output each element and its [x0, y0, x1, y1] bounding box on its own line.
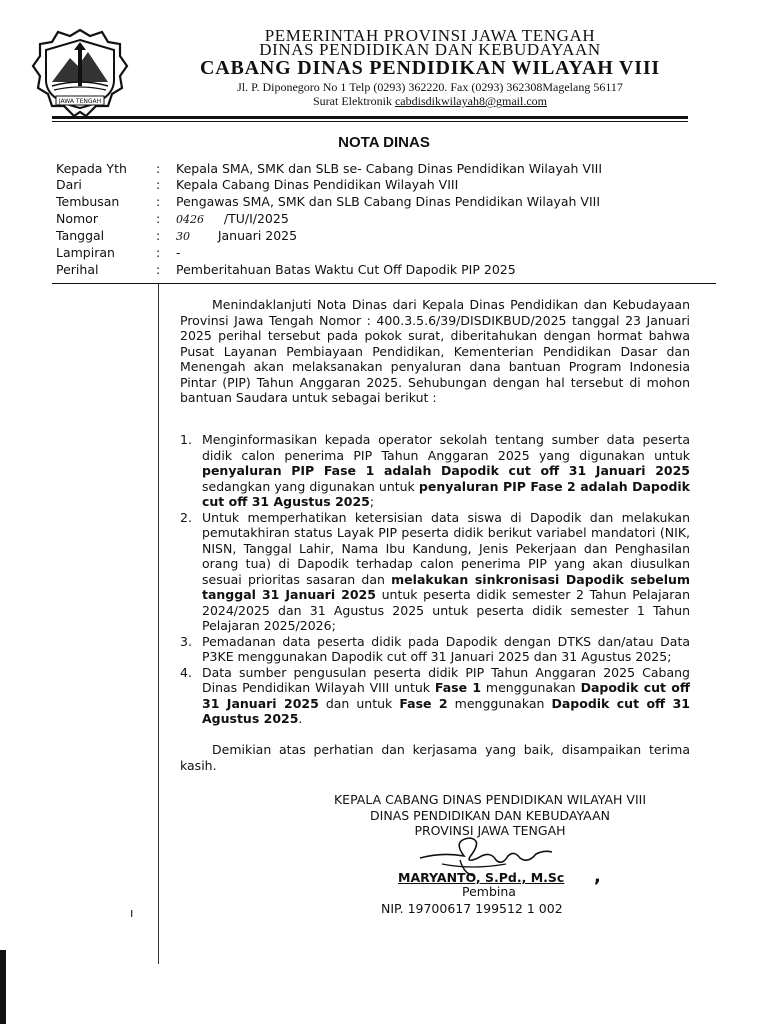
handwritten-date: 30: [176, 230, 190, 243]
list-item: [180, 665, 690, 727]
item-bold-text: penyaluran PIP Fase 1 adalah Dapodik cut off 31 Januari 2025: [202, 463, 690, 478]
letterhead-email-line: [140, 94, 720, 109]
list-number: 2.: [180, 509, 192, 525]
svg-text:JAWA TENGAH: JAWA TENGAH: [58, 98, 102, 105]
header-value: Kepala Cabang Dinas Pendidikan Wilayah VIII: [176, 177, 459, 192]
letterhead-rule-thin: [52, 121, 688, 122]
letterhead-rule-thick: [52, 116, 688, 119]
item-text: dan untuk: [318, 695, 400, 711]
item-bold-text: Fase 1: [434, 680, 482, 695]
closing-paragraph: [180, 742, 690, 773]
header-label: Nomor: [56, 211, 98, 226]
signatory-title-3: PROVINSI JAWA TENGAH: [414, 823, 566, 838]
instruction-list: [180, 432, 690, 727]
header-colon: :: [156, 211, 161, 226]
item-text: menggunakan: [447, 695, 552, 711]
closing-text: Demikian atas perhatian dan kerjasama yang baik, disampaikan terima kasih.: [180, 742, 690, 773]
header-row-lampiran: [56, 245, 716, 261]
header-value: Kepala SMA, SMK dan SLB se- Cabang Dinas Pendidikan Wilayah VIII: [176, 161, 603, 176]
intro-text: Menindaklanjuti Nota Dinas dari Kepala Dinas Pendidikan dan Kebudayaan Provinsi Jawa Tengah Nomor : 400.3.5.6/39/DISDIKBUD/2025 tanggal 23 Januari 2025 perihal tersebut pada pokok surat, diberitahukan dengan hormat bahwa Pusat Layanan Pembiayaan Pendidikan, Kementerian Pendidikan Dasar dan Menengah akan melaksanakan penyaluran dana bantuan Program Indonesia Pintar (PIP) Tahun Anggaran 2025. Sehubungan dengan hal tersebut di mohon bantuan Saudara untuk sebagai berikut :: [180, 297, 690, 405]
item-text: ;: [369, 494, 375, 509]
header-label: Kepada Yth: [56, 161, 127, 176]
email-link[interactable]: cabdisdikwilayah8@gmail.com: [394, 94, 547, 108]
letterhead-line-3: CABANG DINAS PENDIDIKAN WILAYAH VIII: [199, 57, 660, 79]
header-value: -: [176, 245, 181, 260]
header-label: Perihal: [56, 262, 99, 277]
header-value: [176, 211, 289, 226]
item-bold-text: melakukan sinkronisasi Dapodik sebelum tanggal 31 Januari 2025: [202, 571, 690, 602]
item-text: Pemadanan data peserta didik pada Dapodik dengan DTKS dan/atau Data P3KE menggunakan Dapodik cut off 31 Januari 2025 dan 31 Agustus 2025;: [202, 633, 690, 664]
item-text: Menginformasikan kepada operator sekolah tentang sumber data peserta didik calon penerima PIP Tahun Anggaran 2025 yang digunakan untuk: [202, 432, 690, 463]
item-bold-text: Dapodik cut off 31 Agustus 2025: [202, 695, 690, 726]
item-text: Data sumber pengusulan peserta didik PIP Tahun Anggaran 2025 Cabang Dinas Pendidikan Wilayah VIII untuk: [202, 664, 690, 695]
item-text: .: [298, 711, 303, 726]
signatory-title-2: DINAS PENDIDIKAN DAN KEBUDAYAAN: [370, 808, 610, 823]
header-label: Tanggal: [56, 228, 105, 243]
list-item: [180, 634, 690, 665]
list-number: 3.: [180, 633, 192, 649]
scan-edge: [0, 950, 6, 1024]
item-bold-text: Fase 2: [399, 695, 448, 711]
item-text: Untuk memperhatikan ketersisian data siswa di Dapodik dan melakukan pemutakhiran status Layak PIP peserta didik berikut variabel mandatori (NIK, NISN, Tanggal Lahir, Nama Ibu Kandung, Jenis Pekerjaan dan Penghasilan orang tua) di Dapodik terhadap calon penerima PIP yang akan diusulkan sesuai prioritas sasaran dan: [202, 509, 690, 587]
item-bold-text: Dapodik cut off 31 Januari 2025: [202, 680, 690, 711]
header-value: Pengawas SMA, SMK dan SLB Cabang Dinas Pendidikan Wilayah VIII: [176, 194, 601, 209]
item-text: untuk peserta didik semester 2 Tahun Pelajaran 2024/2025 dan 31 Agustus 2025 untuk peserta didik semester 1 Tahun Pelajaran 2025/2026;: [202, 587, 690, 633]
margin-line: [158, 284, 159, 964]
signatory-name: MARYANTO, S.Pd., M.Sc: [398, 870, 565, 885]
email-label: Surat Elektronik: [313, 94, 392, 108]
header-label: Lampiran: [56, 245, 115, 260]
letterhead-line-2: DINAS PENDIDIKAN DAN KEBUDAYAAN: [259, 40, 601, 59]
signatory-rank: Pembina: [462, 884, 516, 899]
document-title: NOTA DINAS: [338, 134, 430, 151]
letterhead-address: Jl. P. Diponegoro No 1 Telp (0293) 362220. Fax (0293) 362308Magelang 56117: [237, 80, 623, 94]
item-text: sedangkan yang digunakan untuk: [202, 478, 419, 494]
stray-mark: ı: [130, 906, 134, 920]
header-colon: :: [156, 228, 161, 243]
header-row-perihal: [56, 262, 716, 278]
header-value: Pemberitahuan Batas Waktu Cut Off Dapodik PIP 2025: [176, 262, 516, 277]
signatory-nip: NIP. 19700617 199512 1 002: [381, 901, 563, 916]
list-item: [180, 510, 690, 634]
header-row-tembusan: [56, 194, 716, 210]
item-bold-text: penyaluran PIP Fase 2 adalah Dapodik cut off 31 Agustus 2025: [202, 478, 690, 509]
item-text: menggunakan: [481, 680, 581, 695]
header-divider: [52, 283, 716, 284]
header-row-dari: [56, 177, 716, 193]
header-row-nomor: [56, 211, 716, 227]
signatory-title-1: KEPALA CABANG DINAS PENDIDIKAN WILAYAH VIII: [333, 792, 647, 807]
header-label: Tembusan: [56, 194, 120, 209]
handwritten-number: 0426: [176, 213, 204, 226]
header-colon: :: [156, 245, 161, 260]
list-number: 4.: [180, 664, 192, 680]
header-row-kepada: [56, 161, 716, 177]
letterhead-line-1: PEMERINTAH PROVINSI JAWA TENGAH: [264, 26, 596, 45]
header-value: [176, 228, 297, 243]
date-month-year: Januari 2025: [217, 228, 298, 243]
header-colon: :: [156, 177, 161, 192]
header-colon: :: [156, 161, 161, 176]
header-row-tanggal: [56, 228, 716, 244]
list-number: 1.: [180, 432, 192, 447]
header-label: Dari: [56, 177, 82, 192]
intro-paragraph: [180, 297, 690, 406]
header-colon: :: [156, 194, 161, 209]
list-item: [180, 432, 690, 510]
header-colon: :: [156, 262, 161, 277]
number-suffix: /TU/I/2025: [223, 211, 289, 226]
central-java-emblem-icon: [30, 26, 130, 120]
signature-mark: ,: [594, 866, 601, 887]
